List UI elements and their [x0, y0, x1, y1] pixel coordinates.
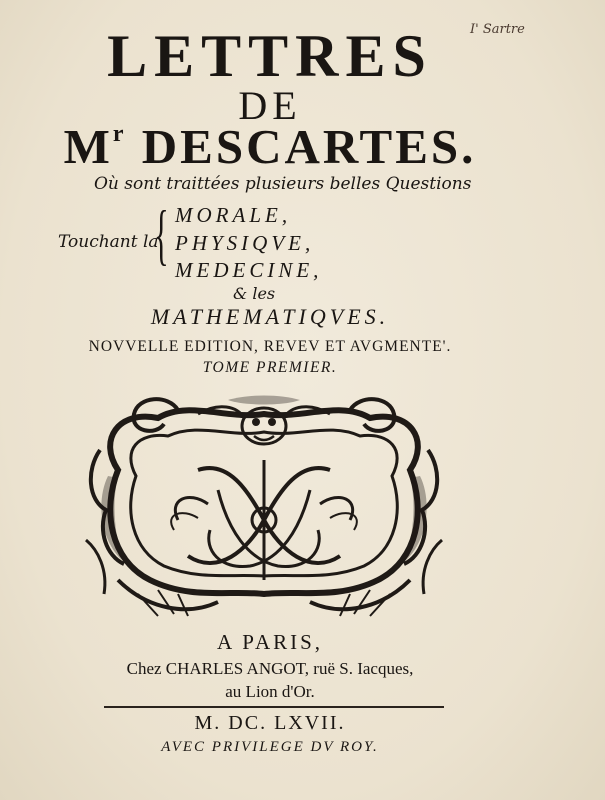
- title-m: M: [63, 119, 113, 174]
- ornament-vignette-icon: [78, 380, 450, 622]
- discipline-physique: PHYSIQVE,: [175, 231, 315, 255]
- title-lettres: LETTRES: [107, 23, 433, 89]
- subtitle: Où sont traittées plusieurs belles Questions: [94, 174, 472, 194]
- curly-brace-icon: {: [154, 196, 169, 272]
- title-de: DE: [238, 83, 302, 128]
- title-author-name: DESCARTES.: [126, 119, 477, 174]
- discipline-morale: MORALE,: [175, 203, 292, 227]
- discipline-mathematiques: MATHEMATIQVES.: [150, 304, 390, 329]
- discipline-medecine: MEDECINE,: [175, 258, 323, 282]
- royal-privilege: AVEC PRIVILEGE DV ROY.: [161, 739, 379, 755]
- title-superscript-r: r: [112, 121, 127, 147]
- divider-rule: [104, 706, 444, 708]
- publication-year: M. DC. LXVII.: [194, 712, 346, 734]
- title-descartes: [0, 118, 540, 175]
- handwritten-note: I' Sartre: [470, 22, 525, 37]
- imprint-city: A PARIS,: [216, 630, 324, 654]
- touchant-label: Touchant la: [58, 232, 159, 252]
- imprint-printer: Chez CHARLES ANGOT, ruë S. Iacques,: [126, 659, 414, 678]
- edition-line: NOVVELLE EDITION, REVEV ET AVGMENTE'.: [88, 338, 452, 355]
- imprint-sign: au Lion d'Or.: [225, 682, 315, 701]
- et-les: & les: [233, 284, 276, 303]
- tome-line: TOME PREMIER.: [202, 359, 338, 376]
